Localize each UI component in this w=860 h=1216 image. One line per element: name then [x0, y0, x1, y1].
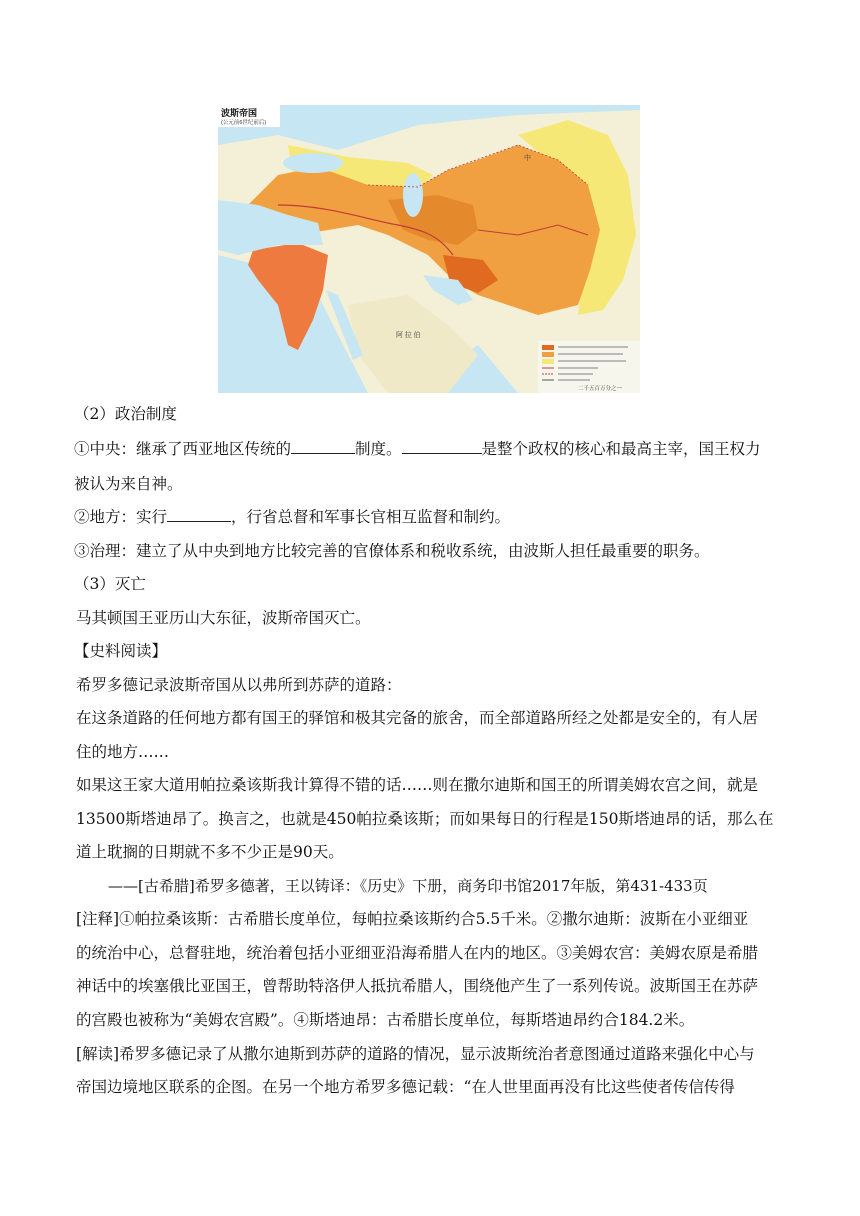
map-caspian-sea	[403, 173, 423, 217]
fall-heading: （3）灭亡	[74, 575, 146, 593]
reading-line-4: 如果这王家大道用帕拉桑该斯我计算得不错的话……则在撒尔迪斯和国王的所谓美姆农宫之间，就是	[76, 776, 759, 794]
reading-heading: 【史料阅读】	[74, 642, 168, 660]
fall-line: 马其顿国王亚历山大东征，波斯帝国灭亡。	[76, 609, 371, 627]
reading-line-6: 道上耽搁的日期就不多不少正是90天。	[76, 843, 344, 861]
note-line-4: 的宫殿也被称为“美姆农宫殿”。④斯塔迪昂：古希腊长度单位，每斯塔迪昂约合184.2米。	[76, 1011, 695, 1029]
local-line	[74, 507, 510, 527]
map-black-sea	[283, 153, 343, 173]
map-title: 波斯帝国	[221, 108, 258, 118]
central-line-2: 被认为来自神。	[74, 475, 183, 493]
local-text-b: ，行省总督和军事长官相互监督和制约。	[231, 508, 511, 526]
note-line-2: 的统治中心，总督驻地，统治着包括小亚细亚沿海希腊人在内的地区。③美姆农宫：美姆农原是希腊	[76, 944, 759, 962]
reading-line-2: 在这条道路的任何地方都有国王的驿馆和极其完备的旅舍，而全部道路所经之处都是安全的，有人居	[76, 709, 759, 727]
central-text-b: 制度。	[355, 440, 402, 458]
map-subtitle: (公元前6世纪前后)	[221, 120, 267, 126]
reading-line-1: 希罗多德记录波斯帝国从以弗所到苏萨的道路：	[76, 676, 402, 694]
interp-line-1: [解读]希罗多德记录了从撒尔迪斯到苏萨的道路的情况，显示波斯统治者意图通过道路来强化中心与	[76, 1045, 755, 1063]
reading-line-3: 住的地方……	[76, 743, 170, 761]
map-label-china: 中	[524, 154, 531, 162]
map-legend	[538, 341, 640, 393]
reading-line-5: 13500斯塔迪昂了。换言之，也就是450帕拉桑该斯；而如果每日的行程是150斯塔迪昂的话，那么在	[76, 810, 774, 828]
local-text-a: ②地方：实行	[74, 508, 168, 526]
map-scale: 二千五百万分之一	[578, 386, 623, 392]
political-heading: （2）政治制度	[74, 405, 177, 423]
map-label-arabia: 阿 拉 伯	[396, 331, 421, 339]
blank-ruler[interactable]	[402, 441, 482, 454]
central-text-a: ①中央：继承了西亚地区传统的	[74, 440, 292, 458]
blank-province[interactable]	[167, 509, 231, 522]
interp-line-2: 帝国边境地区联系的企图。在另一个地方希罗多德记载：“在人世里面再没有比这些使者传信传得	[76, 1078, 735, 1096]
persian-empire-map	[218, 105, 640, 393]
note-line-1: [注释]①帕拉桑该斯：古希腊长度单位，每帕拉桑该斯约合5.5千米。②撒尔迪斯：波斯在小亚细亚	[76, 910, 749, 928]
note-line-3: 神话中的埃塞俄比亚国王，曾帮助特洛伊人抵抗希腊人，围绕他产生了一系列传说。波斯国王在苏萨	[76, 977, 759, 995]
govern-line: ③治理：建立了从中央到地方比较完善的官僚体系和税收系统，由波斯人担任最重要的职务。	[74, 542, 710, 560]
central-text-c: 是整个政权的核心和最高主宰，国王权力	[481, 440, 761, 458]
citation: ——[古希腊]希罗多德著，王以铸译：《历史》下册，商务印书馆2017年版，第431-433页	[108, 877, 708, 895]
blank-system[interactable]	[291, 441, 355, 454]
central-line	[74, 439, 761, 459]
